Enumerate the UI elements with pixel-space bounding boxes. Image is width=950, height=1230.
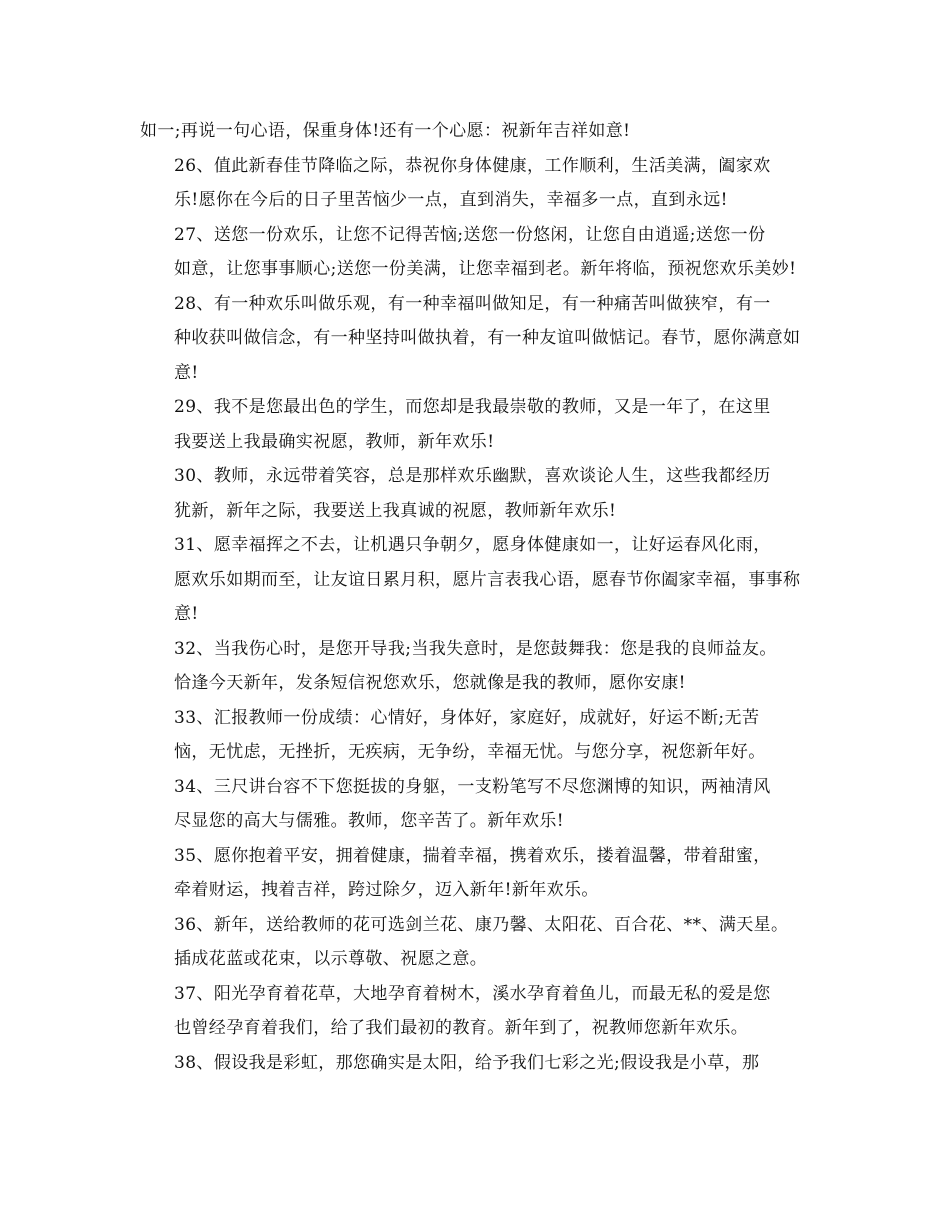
text-line: 27、送您一份欢乐，让您不记得苦恼;送您一份悠闲，让您自由逍遥;送您一份: [174, 224, 766, 245]
text-line: 愿欢乐如期而至，让友谊日累月积，愿片言表我心语，愿春节你阖家幸福，事事称: [174, 569, 801, 590]
paragraph: [140, 839, 840, 908]
paragraph: [140, 632, 840, 701]
document-body: [140, 114, 840, 1080]
text-line: 34、三尺讲台容不下您挺拔的身躯，一支粉笔写不尽您渊博的知识，两袖清风: [174, 776, 771, 797]
text-line: 36、新年，送给教师的花可选剑兰花、康乃馨、太阳花、百合花、**、满天星。: [174, 914, 789, 935]
paragraph: [140, 908, 840, 977]
text-line: 牵着财运，拽着吉祥，跨过除夕，迈入新年!新年欢乐。: [174, 880, 599, 900]
paragraph: [140, 459, 840, 528]
text-line: 我要送上我最确实祝愿，教师，新年欢乐!: [174, 431, 495, 452]
paragraph: [140, 287, 840, 391]
paragraph: [140, 528, 840, 632]
text-line: 种收获叫做信念，有一种坚持叫做执着，有一种友谊叫做惦记。春节，愿你满意如: [174, 328, 801, 348]
paragraph: [140, 770, 840, 839]
text-line: 犹新，新年之际，我要送上我真诚的祝愿，教师新年欢乐!: [174, 500, 617, 521]
text-line: 乐!愿你在今后的日子里苦恼少一点，直到消失，幸福多一点，直到永远!: [174, 190, 728, 210]
text-line: 意!: [174, 604, 199, 624]
text-line: 恰逢今天新年，发条短信祝您欢乐，您就像是我的教师，愿你安康!: [174, 673, 686, 693]
text-line: 28、有一种欢乐叫做乐观，有一种幸福叫做知足，有一种痛苦叫做狭窄，有一: [174, 293, 771, 314]
paragraph: [140, 218, 840, 287]
paragraph: [140, 149, 840, 218]
paragraph: [140, 977, 840, 1046]
text-line: 恼，无忧虑，无挫折，无疾病，无争纷，幸福无忧。与您分享，祝您新年好。: [174, 742, 766, 762]
text-line: 插成花蓝或花束，以示尊敬、祝愿之意。: [174, 949, 488, 969]
text-line: 37、阳光孕育着花草，大地孕育着树木，溪水孕育着鱼儿，而最无私的爱是您: [174, 983, 771, 1004]
text-line: 26、值此新春佳节降临之际，恭祝你身体健康，工作顺利，生活美满，阖家欢: [174, 155, 771, 176]
text-line: 35、愿你抱着平安，拥着健康，揣着幸福，携着欢乐，搂着温馨，带着甜蜜，: [174, 845, 771, 866]
text-line: 31、愿幸福挥之不去，让机遇只争朝夕，愿身体健康如一，让好运春风化雨，: [174, 535, 771, 555]
paragraph: [140, 701, 840, 770]
text-line: 如一;再说一句心语，保重身体!还有一个心愿：祝新年吉祥如意!: [140, 121, 631, 141]
text-line: 29、我不是您最出色的学生，而您却是我最崇敬的教师，又是一年了，在这里: [174, 397, 771, 417]
text-line: 33、汇报教师一份成绩：心情好，身体好，家庭好，成就好，好运不断;无苦: [174, 707, 760, 728]
paragraph: [140, 1046, 840, 1081]
text-line: 意!: [174, 362, 199, 383]
paragraph: [140, 114, 840, 149]
text-line: 如意，让您事事顺心;送您一份美满，让您幸福到老。新年将临，预祝您欢乐美妙!: [174, 259, 797, 279]
paragraph: [140, 390, 840, 459]
text-line: 也曾经孕育着我们，给了我们最初的教育。新年到了，祝教师您新年欢乐。: [174, 1018, 749, 1038]
text-line: 32、当我伤心时，是您开导我;当我失意时，是您鼓舞我：您是我的良师益友。: [174, 638, 777, 659]
text-line: 尽显您的高大与儒雅。教师，您辛苦了。新年欢乐!: [174, 811, 565, 831]
text-line: 30、教师，永远带着笑容，总是那样欢乐幽默，喜欢谈论人生，这些我都经历: [174, 466, 771, 486]
text-line: 38、假设我是彩虹，那您确实是太阳，给予我们七彩之光;假设我是小草，那: [174, 1052, 760, 1073]
